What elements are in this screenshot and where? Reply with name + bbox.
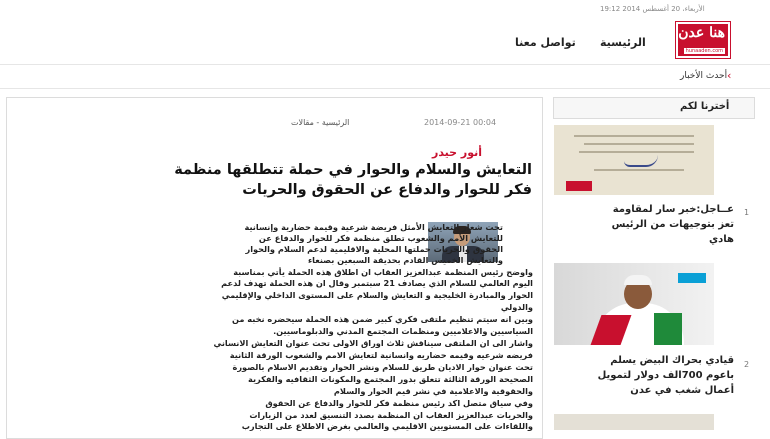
sidebar-item-1-title[interactable]: تعز بتوجيهات من الرئيس — [611, 219, 734, 230]
article-title-line-2: فكر للحوار والدفاع عن الحقوق والحريات — [242, 182, 532, 198]
article-author[interactable]: أنور حيدر — [432, 146, 483, 159]
logo-domain-text: hunaaden.com — [685, 48, 723, 54]
sidebar-item-1-number: 1 — [744, 208, 750, 217]
article-paragraph-line: وفي سياق متصل اكد رئيس منظمة فكر للحوار والدفاع عن الحقوق — [265, 398, 533, 408]
article-paragraph-line: الصحيحة الورقة الثالثة تتعلق بدور المجتمع والمكونات الثقافيه والفكرية — [248, 374, 533, 384]
article-title-line-1: التعايش والسلام والحوار في حملة تتطلقها منظمة — [174, 162, 532, 178]
logo-arabic-text: هنا عدن — [678, 25, 725, 41]
sidebar-item-2-image[interactable] — [554, 263, 714, 345]
nav-home-link[interactable]: الرئيسية — [600, 36, 646, 49]
chevron-left-icon[interactable]: ‹ — [727, 69, 732, 82]
site-logo[interactable] — [676, 22, 730, 58]
article-paragraph-line: السياسيين والاعلاميين ومنظمات المجتمع المدني والدبلوماسيين. — [273, 326, 533, 336]
sidebar-title: أخترنا لكم — [680, 101, 730, 112]
article-paragraph-line: والحريات عبدالعزيز العقاب ان المنظمة بصدد التنسيق لعدد من الزيارات — [249, 410, 533, 420]
article-paragraph-line: الحقوق والحريات حملتها المحلية والاقليمية لدعم السلام والحوار — [245, 244, 503, 254]
article-paragraph-line: واوضح رئيس المنظمة عبدالعزيز العقاب ان اطلاق هذه الحملة يأتي بمناسبة — [233, 267, 533, 277]
ticker-divider — [0, 88, 770, 89]
sidebar-item-2-title[interactable]: قيادي بحراك البيض يسلم — [610, 355, 734, 366]
article-paragraph-line: والتعايش الخميس القادم بحديقة السبعين بصنعاء — [307, 255, 503, 265]
article-paragraph-line: تحت شعار التعايش الأمثل فريضة شرعية وقيمة حضارية وإنسانية — [244, 222, 503, 232]
sidebar-item-1-title[interactable]: عــاجل:خبر سار لمقاومة — [612, 204, 734, 215]
article-timestamp: 2014-09-21 00:04 — [424, 118, 497, 127]
article-paragraph-line: واللقاءات على المستويين الاقليمي والعالمي بغرض الاطلاع على التجارب — [241, 421, 533, 431]
latest-news-label: أحدث الأخبار — [680, 71, 728, 81]
article-paragraph-line: والدولي — [500, 302, 533, 312]
article-paragraph-line: تحت عنوان حوار الاديان طريق للسلام ونشر الحوار وتقديم الاسلام بالصورة — [232, 362, 533, 372]
sidebar-item-2-title[interactable]: باعوم 700الف دولار لتمويل — [597, 370, 734, 381]
sidebar-item-1-image[interactable] — [554, 125, 714, 195]
article-paragraph-line: واشار الى ان الملتقى سيناقش ثلاث اوراق الاولى تحت عنوان التعايش الانساني — [213, 338, 533, 348]
article-paragraph-line: للتعايش الأمم والشعوب تطلق منظمة فكر للحوار والدفاع عن — [258, 233, 503, 243]
sidebar-item-2-number: 2 — [744, 360, 750, 369]
article-paragraph-line: والحقوقية والاعلامية في نشر قيم الحوار والسلام — [333, 386, 533, 396]
article-paragraph-line: فريضه شرعيه وقيمه حضاريه وانسانية لتعايش الامم والشعوب الورقة الثانية — [229, 350, 533, 360]
breadcrumb[interactable]: الرئيسية - مقالات — [291, 118, 350, 127]
nav-contact-link[interactable]: تواصل معنا — [515, 36, 576, 49]
article-paragraph-line: وبين انه سيتم تنظيم ملتقى فكري كبير ضمن هذه الحملة سيحضره نخبه من — [231, 314, 533, 324]
sidebar-item-3-image[interactable] — [554, 414, 714, 430]
date-line: الأربعاء، 20 أغسطس 2014 19:12 — [600, 5, 705, 13]
header-divider — [0, 64, 770, 65]
article-paragraph-line: اليوم العالمي للسلام الذي يصادف 21 سبتمبر وقال ان هذه الحملة تهدف لدعم — [221, 278, 533, 288]
sidebar-item-1-title[interactable]: هادي — [709, 234, 734, 245]
article-paragraph-line: الحوار والمبادرة الخليجية و التعايش والسلام على المستوى الداخلي والإقليمي — [221, 290, 533, 300]
sidebar-item-2-title[interactable]: أعمال شغب في عدن — [630, 385, 734, 396]
